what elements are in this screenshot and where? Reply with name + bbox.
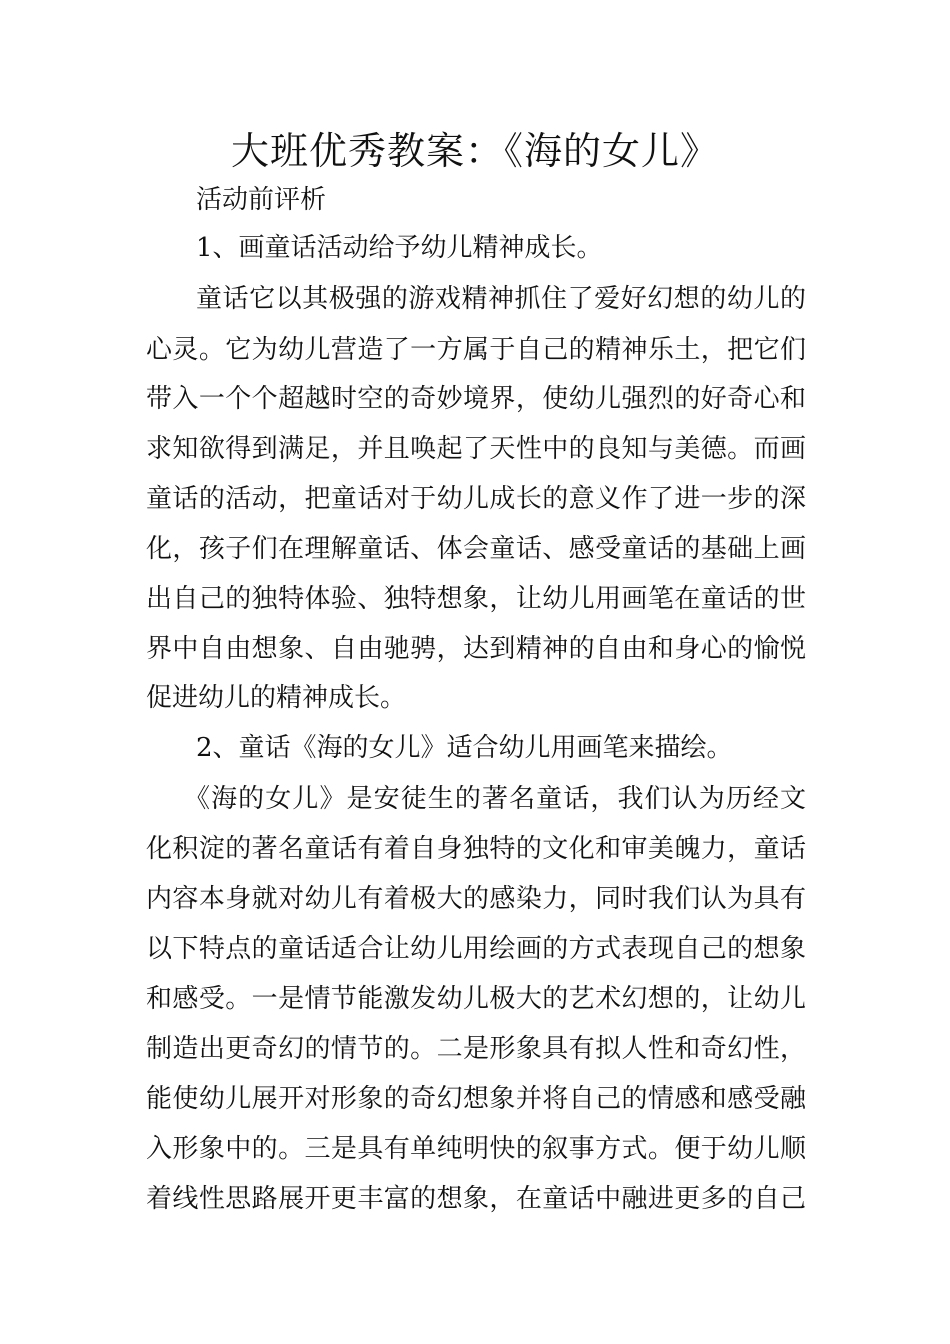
- paragraph-line: 促进幼儿的精神成长。: [146, 683, 407, 713]
- paragraph-line: 童话的活动，把童话对于幼儿成长的意义作了进一步的深: [146, 484, 806, 514]
- paragraph-line: 化积淀的著名童话有着自身独特的文化和审美魄力，童话: [146, 834, 806, 864]
- document-title: 大班优秀教案：《海的女儿》: [230, 129, 719, 173]
- paragraph-line: 求知欲得到满足，并且唤起了天性中的良知与美德。而画: [146, 434, 806, 464]
- paragraph-line: 化，孩子们在理解童话、体会童话、感受童话的基础上画: [146, 534, 806, 564]
- paragraph-line: 界中自由想象、自由驰骋，达到精神的自由和身心的愉悦: [146, 634, 806, 664]
- paragraph-line: 制造出更奇幻的情节的。二是形象具有拟人性和奇幻性，: [146, 1034, 806, 1064]
- point-1-heading: 1、画童话活动给予幼儿精神成长。: [196, 233, 603, 263]
- point-2-heading: 2、童话《海的女儿》适合幼儿用画笔来描绘。: [196, 733, 733, 763]
- paragraph-line: 《海的女儿》是安徒生的著名童话，我们认为历经文: [184, 784, 806, 814]
- paragraph-line: 和感受。一是情节能激发幼儿极大的艺术幻想的，让幼儿: [146, 984, 806, 1014]
- paragraph-line: 能使幼儿展开对形象的奇幻想象并将自己的情感和感受融: [146, 1084, 806, 1114]
- paragraph-line: 童话它以其极强的游戏精神抓住了爱好幻想的幼儿的: [196, 284, 806, 314]
- paragraph-line: 着线性思路展开更丰富的想象，在童话中融进更多的自己: [146, 1184, 806, 1214]
- section-heading-pre-activity-analysis: 活动前评析: [196, 185, 327, 215]
- paragraph-line: 内容本身就对幼儿有着极大的感染力，同时我们认为具有: [146, 884, 806, 914]
- paragraph-line: 心灵。它为幼儿营造了一方属于自己的精神乐土，把它们: [146, 335, 806, 365]
- paragraph-line: 出自己的独特体验、独特想象，让幼儿用画笔在童话的世: [146, 584, 806, 614]
- paragraph-line: 带入一个个超越时空的奇妙境界，使幼儿强烈的好奇心和: [146, 384, 806, 414]
- paragraph-line: 入形象中的。三是具有单纯明快的叙事方式。便于幼儿顺: [146, 1134, 806, 1164]
- paragraph-line: 以下特点的童话适合让幼儿用绘画的方式表现自己的想象: [146, 934, 806, 964]
